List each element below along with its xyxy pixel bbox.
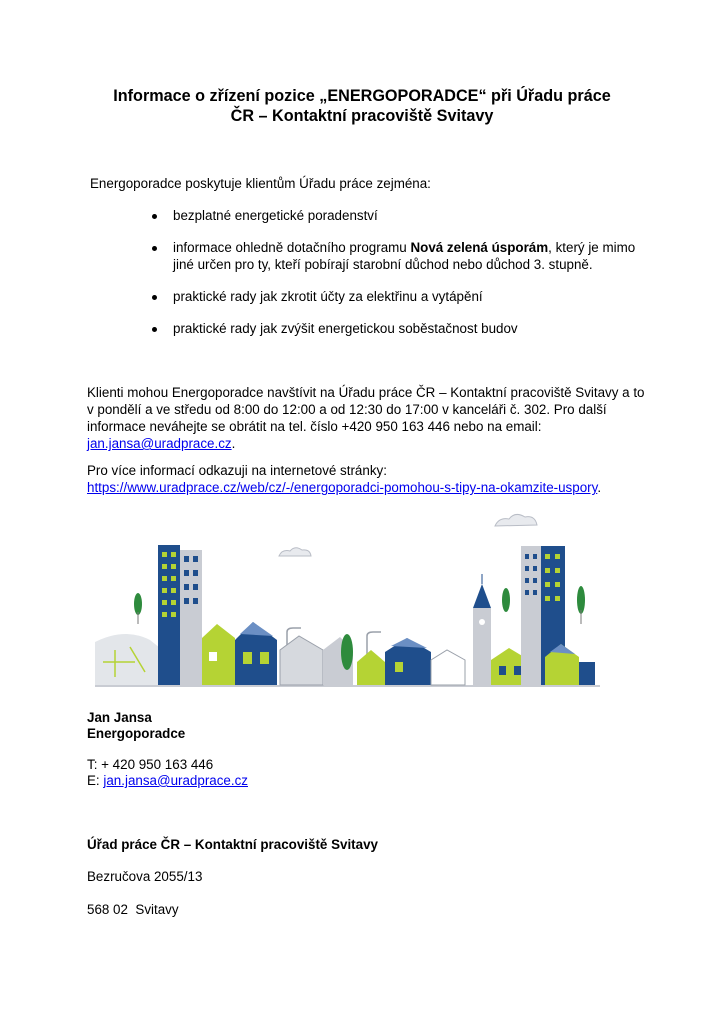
- list-item: [150, 207, 650, 224]
- list-item: [150, 320, 650, 337]
- email-link[interactable]: jan.jansa@uradprace.cz: [87, 436, 232, 451]
- visit-text: Klienti mohou Energoporadce navštívit na Úřadu práce ČR – Kontaktní pracoviště Svitavy a to v pondělí a ve středu od 8:00 do 12:00 a od 12:30 do 17:00 v kanceláři č. 302. Pro další informace neváhejte se obrátit na tel. číslo +420 950 163 446 nebo na email:: [87, 385, 645, 434]
- list-item: [150, 239, 650, 273]
- signature-email-link[interactable]: jan.jansa@uradprace.cz: [103, 773, 248, 788]
- signature-phone: T: + 420 950 163 446: [87, 757, 214, 772]
- bullet-text: bezplatné energetické poradenství: [173, 208, 378, 223]
- bullet-text: informace ohledně dotačního programu: [173, 240, 411, 255]
- intro-text: Energoporadce poskytuje klientům Úřadu práce zejména:: [90, 176, 431, 191]
- visit-end: .: [231, 436, 236, 451]
- city-illustration: [95, 512, 600, 690]
- visit-paragraph: [87, 384, 647, 452]
- office-street: Bezručova 2055/13: [87, 869, 203, 884]
- signature-role: Energoporadce: [87, 726, 186, 741]
- signature-email-line: [87, 772, 248, 789]
- more-info-paragraph: [87, 462, 647, 496]
- bullet-text: praktické rady jak zkrotit účty za elektřinu a vytápění: [173, 289, 483, 304]
- office-city: 568 02 Svitavy: [87, 902, 179, 917]
- bullet-text: praktické rady jak zvýšit energetickou soběstačnost budov: [173, 321, 518, 336]
- services-list: [150, 207, 650, 337]
- bullet-text: , který je mimo jiné určen pro ty, kteří pobírají starobní důchod nebo důchod 3. stupně.: [173, 240, 636, 272]
- cloud-icon: [495, 514, 537, 526]
- title-line-2: ČR – Kontaktní pracoviště Svitavy: [230, 107, 494, 125]
- office-name: Úřad práce ČR – Kontaktní pracoviště Svitavy: [87, 837, 378, 852]
- document-title: [60, 86, 664, 126]
- more-end: .: [597, 480, 602, 495]
- program-name: Nová zelená úsporám: [410, 240, 549, 255]
- list-item: [150, 288, 650, 305]
- title-line-1: Informace o zřízení pozice „ENERGOPORADCE“ při Úřadu práce: [113, 87, 611, 105]
- email-label: E:: [87, 773, 104, 788]
- signature-name: Jan Jansa: [87, 710, 152, 725]
- more-text: Pro více informací odkazuji na internetové stránky:: [87, 463, 387, 478]
- website-link[interactable]: https://www.uradprace.cz/web/cz/-/energoporadci-pomohou-s-tipy-na-okamzite-uspory: [87, 480, 598, 495]
